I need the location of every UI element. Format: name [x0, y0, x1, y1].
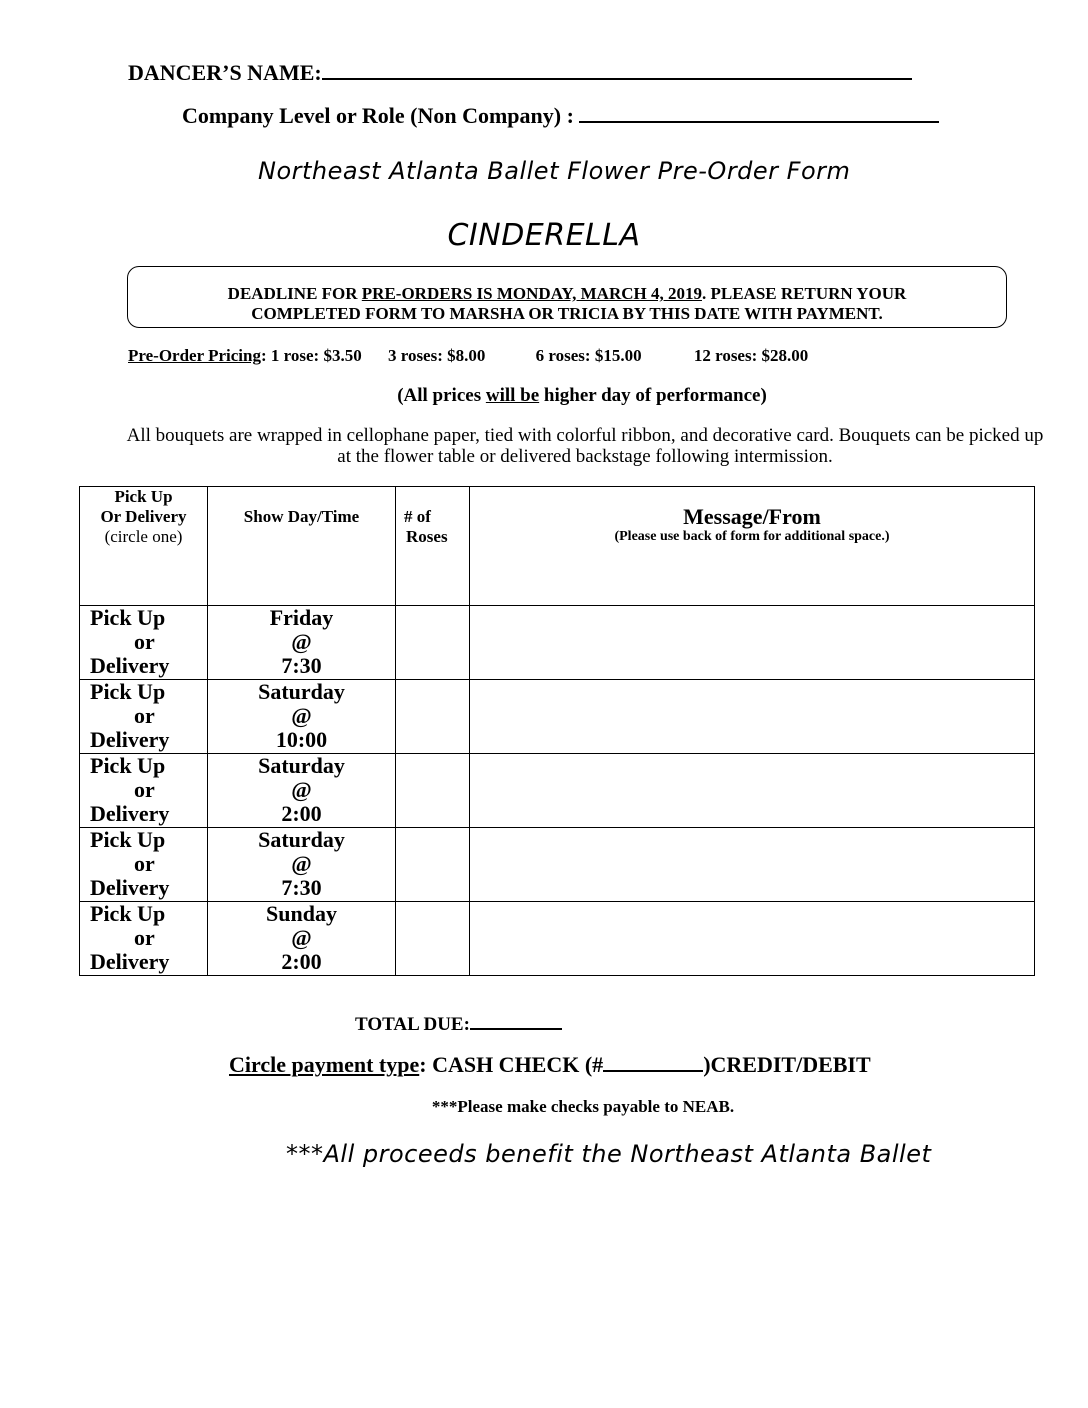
header-pickup-line3: (circle one): [104, 527, 183, 546]
payment-credit-debit[interactable]: )CREDIT/DEBIT: [703, 1052, 871, 1077]
header-message-label: Message/From: [683, 504, 821, 529]
message-cell[interactable]: [470, 606, 1035, 680]
deadline-line1-pre: DEADLINE FOR: [227, 284, 362, 303]
show-day: Saturday: [258, 679, 345, 704]
show-time-cell: [208, 828, 396, 902]
order-table: [79, 486, 1035, 976]
or-text: or: [134, 703, 155, 728]
delivery-option[interactable]: Delivery: [90, 875, 170, 900]
pickup-or-delivery-cell[interactable]: [80, 680, 208, 754]
table-row: [80, 902, 1035, 976]
show-day: Saturday: [258, 827, 345, 852]
dancer-name-label: DANCER’S NAME:: [128, 60, 322, 85]
header-roses-line1: # of: [404, 507, 431, 526]
show-name: CINDERELLA: [447, 218, 641, 253]
company-level-field: [182, 103, 939, 129]
message-cell[interactable]: [470, 902, 1035, 976]
payment-cash-check[interactable]: CASH CHECK (#: [426, 1052, 604, 1077]
table-row: [80, 828, 1035, 902]
roses-count-cell[interactable]: [396, 828, 470, 902]
price-note-post: higher day of performance): [539, 385, 767, 406]
deadline-line1-post: . PLEASE RETURN YOUR: [701, 284, 907, 303]
checks-payable-note: ***Please make checks payable to NEAB.: [431, 1097, 735, 1116]
roses-count-cell[interactable]: [396, 902, 470, 976]
dancer-name-field: [128, 60, 912, 86]
delivery-option[interactable]: Delivery: [90, 727, 170, 752]
payment-type-line: [229, 1052, 871, 1078]
show-time-cell: [208, 680, 396, 754]
company-level-blank[interactable]: [579, 120, 939, 123]
pickup-option[interactable]: Pick Up: [90, 901, 166, 926]
header-pickup: [80, 487, 208, 606]
show-time: 7:30: [281, 875, 322, 900]
total-due-blank[interactable]: [470, 1027, 562, 1030]
at-symbol: @: [291, 629, 312, 654]
header-message: [470, 487, 1035, 606]
pickup-or-delivery-cell[interactable]: [80, 754, 208, 828]
pricing-line: [128, 346, 808, 366]
show-day: Friday: [269, 605, 334, 630]
table-header-row: [80, 487, 1035, 606]
total-due-field: [355, 1014, 562, 1036]
pickup-or-delivery-cell[interactable]: [80, 828, 208, 902]
pricing-label: Pre-Order Pricing: [128, 346, 261, 365]
total-due-label: TOTAL DUE:: [355, 1014, 470, 1035]
roses-count-cell[interactable]: [396, 754, 470, 828]
deadline-date: PRE-ORDERS IS MONDAY, MARCH 4, 2019: [361, 284, 702, 303]
message-cell[interactable]: [470, 754, 1035, 828]
show-time-cell: [208, 754, 396, 828]
or-text: or: [134, 777, 155, 802]
price-note-pre: (All prices: [397, 385, 486, 406]
pickup-or-delivery-cell[interactable]: [80, 902, 208, 976]
deadline-line2: COMPLETED FORM TO MARSHA OR TRICIA BY THIS DATE WITH PAYMENT.: [251, 304, 883, 323]
price-12-roses: 12 roses: $28.00: [693, 346, 809, 365]
pickup-option[interactable]: Pick Up: [90, 605, 166, 630]
at-symbol: @: [291, 851, 312, 876]
dancer-name-blank[interactable]: [322, 77, 912, 80]
delivery-option[interactable]: Delivery: [90, 949, 170, 974]
at-symbol: @: [291, 777, 312, 802]
roses-count-cell[interactable]: [396, 606, 470, 680]
show-time: 2:00: [281, 801, 322, 826]
pickup-option[interactable]: Pick Up: [90, 753, 166, 778]
header-show: [208, 487, 396, 606]
header-show-label: Show Day/Time: [243, 507, 360, 526]
header-pickup-line1: Pick Up: [114, 487, 173, 506]
roses-count-cell[interactable]: [396, 680, 470, 754]
pickup-option[interactable]: Pick Up: [90, 827, 166, 852]
delivery-option[interactable]: Delivery: [90, 653, 170, 678]
price-note-underlined: will be: [485, 385, 540, 406]
or-text: or: [134, 851, 155, 876]
at-symbol: @: [291, 925, 312, 950]
company-level-label: Company Level or Role (Non Company) :: [182, 103, 574, 128]
check-number-blank[interactable]: [603, 1069, 703, 1072]
show-time-cell: [208, 606, 396, 680]
show-time: 10:00: [275, 727, 328, 752]
form-title: Northeast Atlanta Ballet Flower Pre-Order Form: [258, 157, 851, 185]
show-day: Sunday: [266, 901, 337, 926]
table-row: [80, 754, 1035, 828]
header-pickup-line2: Or Delivery: [100, 507, 187, 526]
or-text: or: [134, 925, 155, 950]
price-6-roses: 6 roses: $15.00: [535, 346, 642, 365]
message-cell[interactable]: [470, 828, 1035, 902]
pickup-option[interactable]: Pick Up: [90, 679, 166, 704]
message-cell[interactable]: [470, 680, 1035, 754]
or-text: or: [134, 629, 155, 654]
pickup-or-delivery-cell[interactable]: [80, 606, 208, 680]
show-time: 7:30: [281, 653, 322, 678]
payment-colon: :: [419, 1052, 427, 1077]
table-row: [80, 680, 1035, 754]
at-symbol: @: [291, 703, 312, 728]
show-day: Saturday: [258, 753, 345, 778]
proceeds-note: ***All proceeds benefit the Northeast Atlanta Ballet: [286, 1140, 932, 1168]
header-message-note: (Please use back of form for additional space.): [614, 529, 890, 544]
price-3-roses: 3 roses: $8.00: [387, 346, 486, 365]
price-note: [0, 385, 1088, 407]
deadline-text: [127, 284, 1007, 324]
header-roses-line2: Roses: [406, 527, 448, 546]
delivery-option[interactable]: Delivery: [90, 801, 170, 826]
pricing-colon: :: [260, 346, 267, 365]
payment-type-label: Circle payment type: [229, 1052, 420, 1077]
header-roses: [396, 487, 470, 606]
bouquet-description: All bouquets are wrapped in cellophane paper, tied with colorful ribbon, and decorative card. Bouquets can be picked up at the flower table or delivered backstage following intermission.: [126, 425, 1044, 467]
table-row: [80, 606, 1035, 680]
show-time-cell: [208, 902, 396, 976]
price-1-rose: 1 rose: $3.50: [270, 346, 362, 365]
show-time: 2:00: [281, 949, 322, 974]
